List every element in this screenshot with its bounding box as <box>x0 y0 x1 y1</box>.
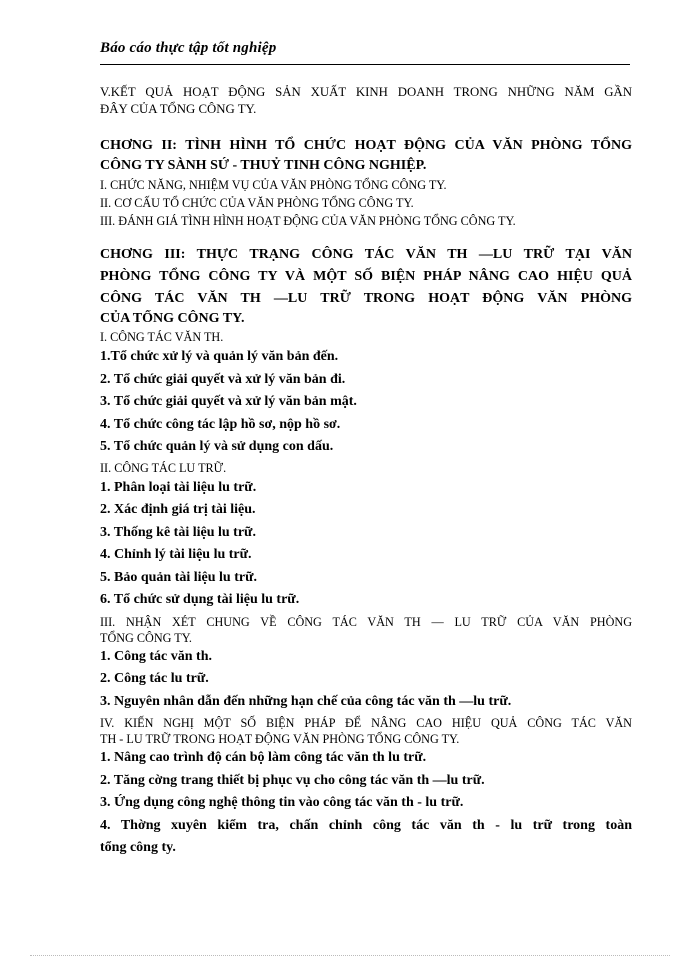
section-3-heading <box>100 614 632 646</box>
chapter-3-title <box>100 244 632 328</box>
list-item: 6. Tổ chức sử dụng tài liệu lu trữ. <box>100 592 300 607</box>
list-item: II. CƠ CẤU TỔ CHỨC CỦA VĂN PHÒNG TỔNG CÔNG TY. <box>100 196 414 210</box>
list-item: 1. Nâng cao trình độ cán bộ làm công tác văn th lu trữ. <box>100 750 427 765</box>
list-item: 1. Công tác văn th. <box>100 648 213 664</box>
list-item: 3. Nguyên nhân dẫn đến những hạn chế của công tác văn th —lu trữ. <box>100 693 512 709</box>
list-item: 1. Phân loại tài liệu lu trữ. <box>100 479 257 495</box>
list-item: 2. Tăng cờng trang thiết bị phục vụ cho công tác văn th —lu trữ. <box>100 772 485 788</box>
section-5-heading <box>100 84 632 118</box>
chapter-2-title <box>100 136 632 176</box>
heading-line: III. NHẬN XÉT CHUNG VỀ CÔNG TÁC VĂN TH — LU TRỮ CỦA VĂN PHÒNG <box>100 614 632 629</box>
heading-line: TH - LU TRỮ TRONG HOẠT ĐỘNG VĂN PHÒNG TỔNG CÔNG TY. <box>100 732 460 746</box>
section-2-items <box>100 477 632 612</box>
chapter-line: CÔNG TY SÀNH SỨ - THUỶ TINH CÔNG NGHIỆP. <box>100 158 427 173</box>
document-body <box>100 84 632 860</box>
header-rule <box>100 64 630 65</box>
list-item: 2. Công tác lu trữ. <box>100 671 209 686</box>
heading-line: ĐÂY CỦA TỔNG CÔNG TY. <box>100 102 257 116</box>
chapter-line: CỦA TỔNG CÔNG TY. <box>100 311 245 326</box>
section-1-items <box>100 346 632 459</box>
list-item: 1.Tổ chức xử lý và quản lý văn bản đến. <box>100 349 339 364</box>
section-2-heading: II. CÔNG TÁC LU TRỮ. <box>100 460 227 475</box>
list-item: 3. Tổ chức giải quyết và xử lý văn bản mật. <box>100 394 357 409</box>
section-1-heading: I. CÔNG TÁC VĂN TH. <box>100 330 224 344</box>
list-item: I. CHỨC NĂNG, NHIỆM VỤ CỦA VĂN PHÒNG TỔNG CÔNG TY. <box>100 178 447 192</box>
list-item: 4. Chỉnh lý tài liệu lu trữ. <box>100 547 252 562</box>
list-item: 3. Thống kê tài liệu lu trữ. <box>100 524 256 540</box>
list-item: 4. Tổ chức công tác lập hồ sơ, nộp hồ sơ. <box>100 416 341 432</box>
heading-line: V.KẾT QUẢ HOẠT ĐỘNG SẢN XUẤT KINH DOANH TRONG NHỮNG NĂM GẦN <box>100 85 632 99</box>
section-4-heading <box>100 715 632 747</box>
footer-rule <box>30 955 670 956</box>
page-header-title: Báo cáo thực tập tốt nghiệp <box>100 40 277 56</box>
list-item: III. ĐÁNH GIÁ TÌNH HÌNH HOẠT ĐỘNG CỦA VĂN PHÒNG TỔNG CÔNG TY. <box>100 214 516 228</box>
chapter-line: CHƠNG III: THỰC TRẠNG CÔNG TÁC VĂN TH —LU TRỮ TẠI VĂN <box>100 247 632 262</box>
heading-line: TỔNG CÔNG TY. <box>100 630 192 645</box>
list-item: 5. Bảo quản tài liệu lu trữ. <box>100 569 257 585</box>
list-item: 4. Thờng xuyên kiểm tra, chấn chỉnh công tác văn th - lu trữ trong toàn <box>100 817 632 833</box>
list-item: 3. Ứng dụng công nghệ thông tin vào công tác văn th - lu trữ. <box>100 795 464 810</box>
chapter-2-items <box>100 176 632 230</box>
chapter-line: CHƠNG II: TÌNH HÌNH TỔ CHỨC HOẠT ĐỘNG CỦA VĂN PHÒNG TỔNG <box>100 138 632 153</box>
list-item: tổng công ty. <box>100 840 176 855</box>
chapter-line: PHÒNG TỔNG CÔNG TY VÀ MỘT SỐ BIỆN PHÁP NÂNG CAO HIỆU QUẢ <box>100 269 632 284</box>
list-item: 2. Tổ chức giải quyết và xử lý văn bản đi. <box>100 371 346 387</box>
heading-line: IV. KIẾN NGHỊ MỘT SỐ BIỆN PHÁP ĐỂ NÂNG CAO HIỆU QUẢ CÔNG TÁC VĂN <box>100 716 632 730</box>
list-item: 5. Tổ chức quản lý và sử dụng con dấu. <box>100 439 334 454</box>
section-3-items <box>100 646 632 714</box>
section-4-items <box>100 747 632 860</box>
chapter-line: CÔNG TÁC VĂN TH —LU TRỮ TRONG HOẠT ĐỘNG VĂN PHÒNG <box>100 291 632 306</box>
list-item: 2. Xác định giá trị tài liệu. <box>100 502 256 517</box>
